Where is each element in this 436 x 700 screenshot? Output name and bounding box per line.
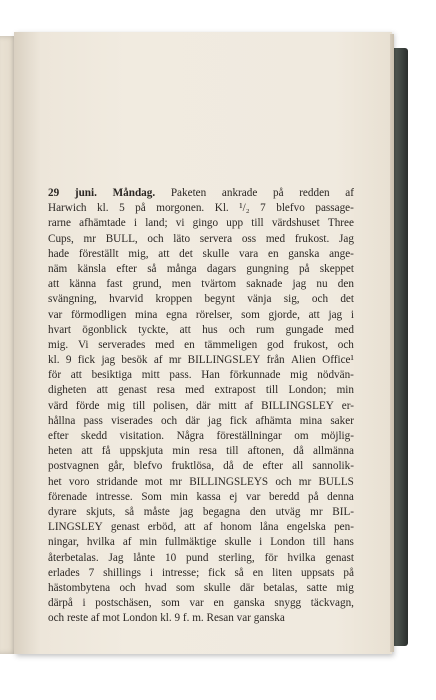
text-line: erlades 7 shillings i intresse; fick så en liten uppsats på xyxy=(48,566,354,579)
text-line: ningar, hvilka af min fullmäktige skulle i London till hans xyxy=(48,536,354,549)
text-line: 29 juni. Måndag. Paketen ankrade på redden af xyxy=(48,187,354,199)
text-line: och reste af mot London kl. 9 f. m. Resan var ganska xyxy=(48,612,285,625)
text-line: värd förde mig till polisen, där mitt af BILLINGSLEY er- xyxy=(48,399,354,412)
text-line: svängning, hvarvid kroppen begynt vänja sig, och det xyxy=(48,293,354,306)
text-line: förenade intresse. Som min kassa ej var beredd på denna xyxy=(48,490,354,503)
text-line: återbetalas. Jag lånte 10 pund sterling, för hvilka genast xyxy=(48,551,354,564)
text-line: var förmodligen mina egna rörelser, som gjorde, att jag i xyxy=(48,308,354,321)
text-line: därpå i postschäsen, som var en ganska snygg täckvagn, xyxy=(48,597,354,610)
text-line: het voro stridande mot mr BILLINGSLEYS och mr BULLS xyxy=(48,475,354,488)
text-line: dyrare skjuts, så måste jag begagna den utväg mr BIL- xyxy=(48,505,354,518)
page-text xyxy=(48,186,354,626)
text-line: kl. 9 fick jag besök af mr BILLINGSLEY från Alien Office¹ xyxy=(48,354,354,367)
text-line: LINGSLEY genast erböd, att af honom låna engelska pen- xyxy=(48,521,354,534)
text-line: näm känsla efter så många dagars gungning på skeppet xyxy=(48,262,354,275)
text-line: postvagnen går, blefvo fruktlösa, då de efter all sannolik- xyxy=(48,460,354,473)
page-stack-edge xyxy=(390,34,394,652)
text-line: hvart ögonblick tyckte, att hus och rum gungade med xyxy=(48,323,354,336)
text-line: efter skedd visitation. Några föreställningar om möjlig- xyxy=(48,430,354,442)
text-line: mig. Vi serverades med en tämmeligen god frukost, och xyxy=(48,338,354,351)
text-line: Harwich kl. 5 på morgonen. Kl. ¹/₂ 7 blefvo passage- xyxy=(48,202,354,215)
text-line: hade föreställt mig, att det skulle vara en ganska ange- xyxy=(48,247,354,260)
text-line: Cups, mr BULL, och läto servera oss med frukost. Jag xyxy=(48,232,354,245)
text-line: heten att få uppskjuta min resa till aftonen, då allmänna xyxy=(48,445,354,458)
text-line: för att besiktiga mitt pass. Han förkunnade mig nödvän- xyxy=(48,369,354,382)
text-line: digheten att genast resa med extrapost till London; min xyxy=(48,384,354,397)
text-line: hästombytena och hvad som skulle där betalas, satte mig xyxy=(48,581,354,594)
text-line: hållna pass viserades och där jag fick afhämta mina saker xyxy=(48,414,354,427)
text-line: rarne afhämtade i land; vi gingo upp till värdshuset Three xyxy=(48,217,354,230)
text-line: att känna fast grund, men tvärtom saknade jag nu den xyxy=(48,278,354,291)
